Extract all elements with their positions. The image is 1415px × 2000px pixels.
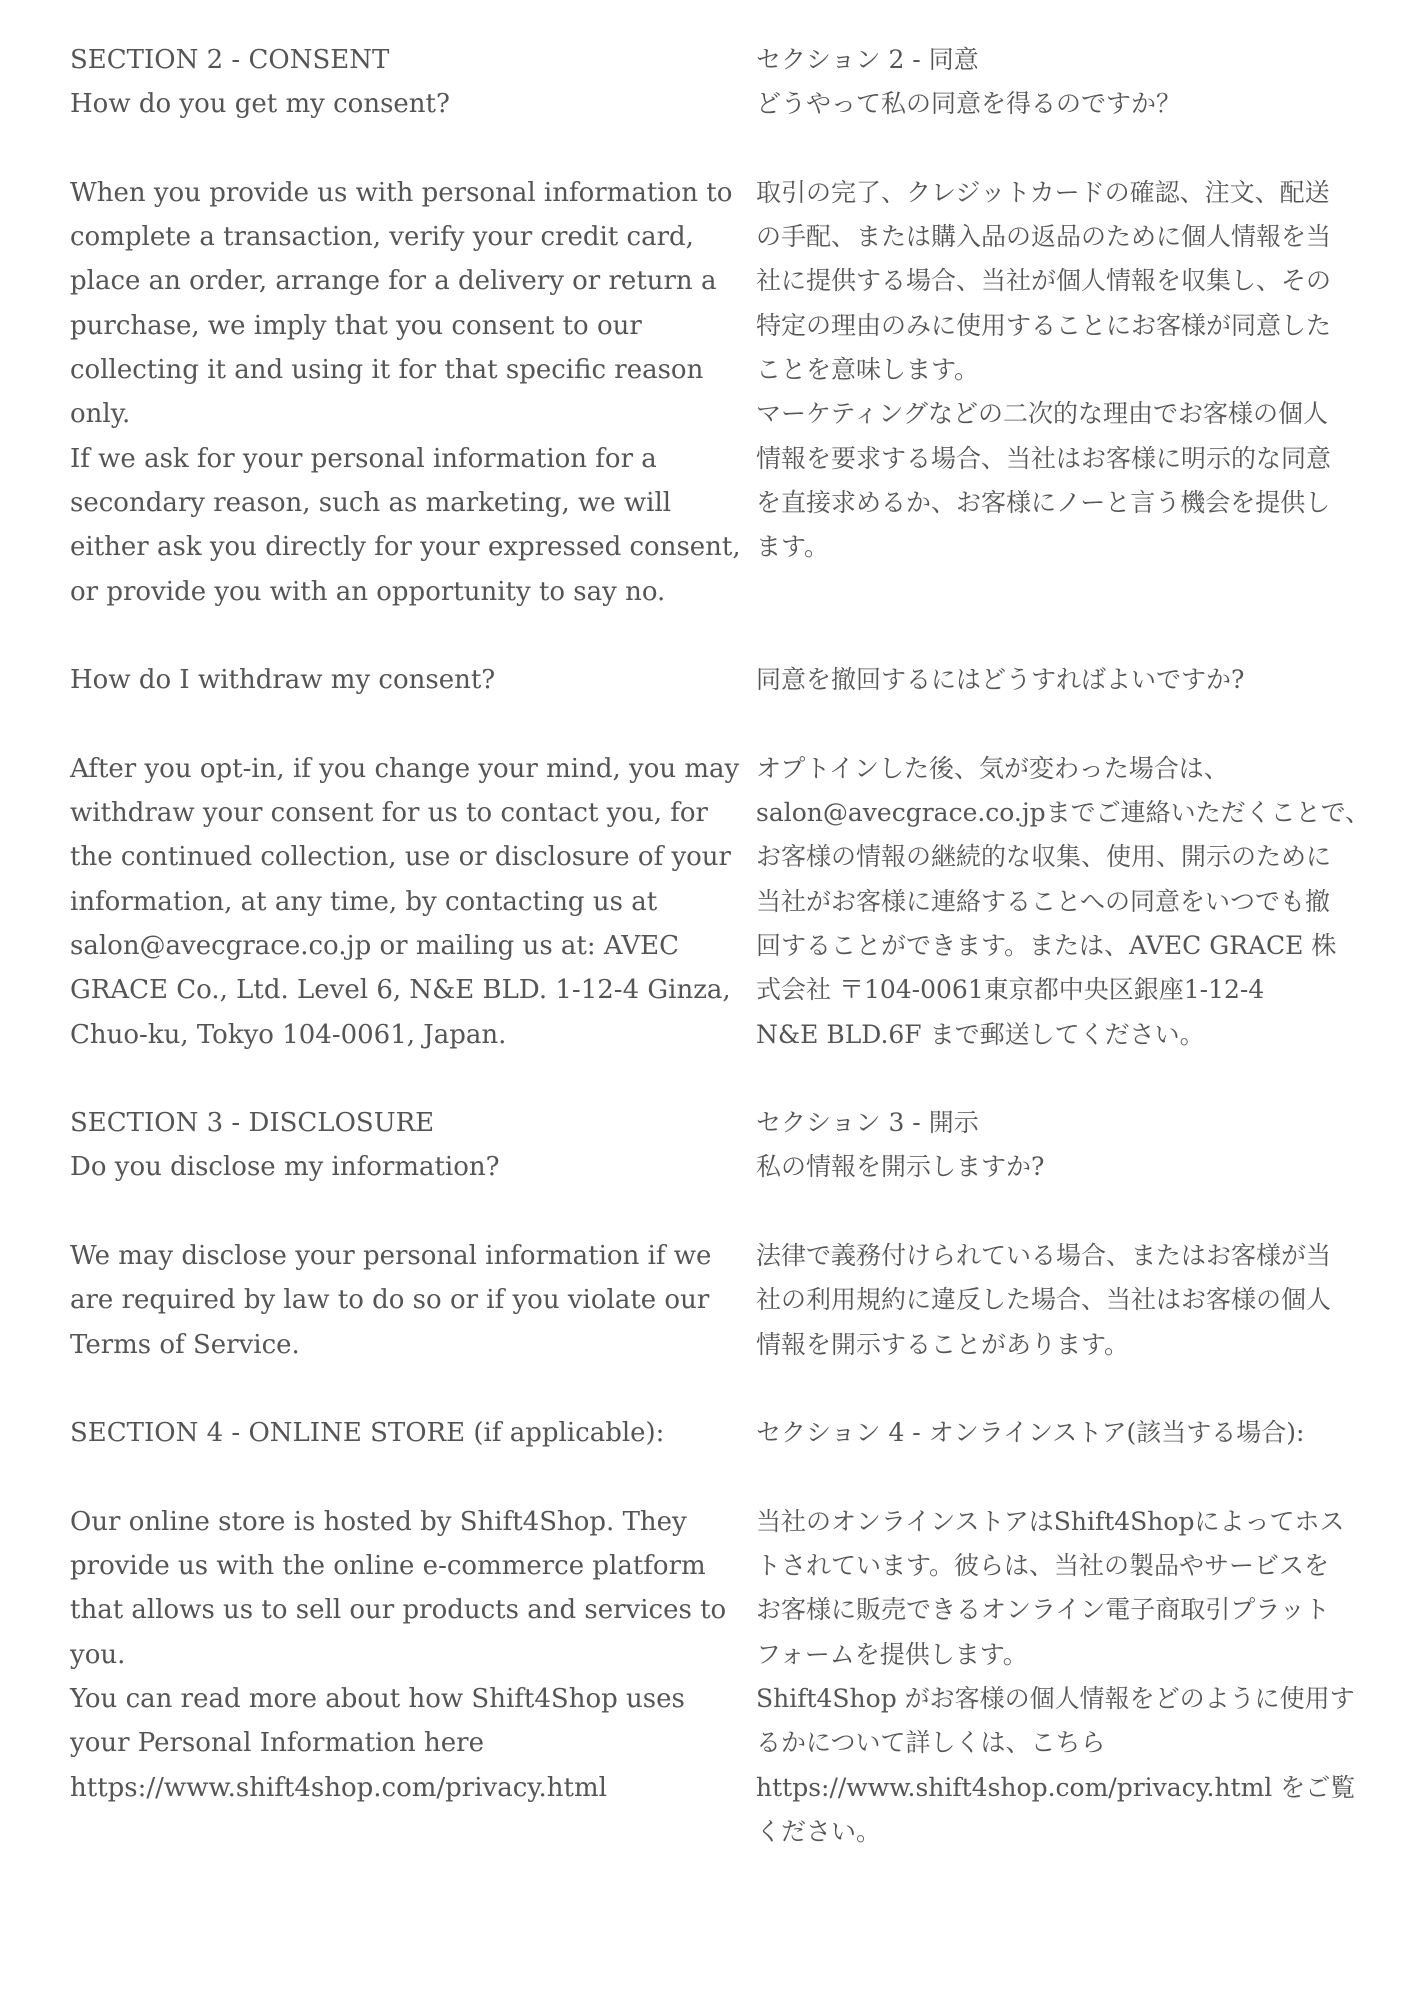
- spacer: [70, 1367, 710, 1411]
- paragraph-line: that allows us to sell our products and services to: [70, 1595, 727, 1626]
- paragraph-line: 取引の完了、クレジットカードの確認、注文、配送: [756, 177, 1330, 207]
- paragraph-line: place an order, arrange for a delivery or return a: [70, 266, 717, 297]
- withdraw-question-ja: 同意を撤回するにはどうすればよいですか?: [756, 665, 1245, 695]
- paragraph-line: の手配、または購入品の返品のために個人情報を当: [756, 222, 1332, 252]
- paragraph-line: お客様に販売できるオンライン電子商取引プラット: [756, 1595, 1330, 1625]
- paragraph-line: After you opt-in, if you change your mind, you may: [70, 753, 740, 784]
- paragraph-line: or provide you with an opportunity to say no.: [70, 576, 666, 607]
- paragraph-line: 回することができます。または、AVEC GRACE 株: [756, 930, 1337, 960]
- withdraw-paragraph: [70, 747, 740, 1057]
- privacy-url-ja: https://www.shift4shop.com/privacy.html をご覧: [756, 1772, 1356, 1802]
- paragraph-line: 情報を要求する場合、当社はお客様に明示的な同意: [756, 443, 1332, 473]
- paragraph-line: ことを意味します。: [756, 355, 980, 385]
- paragraph-line: Terms of Service.: [70, 1329, 300, 1360]
- paragraph-line: GRACE Co., Ltd. Level 6, N&E BLD. 1-12-4 Ginza,: [70, 975, 731, 1006]
- spacer: [70, 1456, 710, 1500]
- online-store-paragraph: [70, 1500, 727, 1677]
- consent-question-ja: どうやって私の同意を得るのですか？: [756, 89, 1182, 119]
- paragraph-line: When you provide us with personal information to: [70, 177, 733, 208]
- paragraph-line: 社に提供する場合、当社が個人情報を収集し、その: [756, 266, 1332, 296]
- spacer: [70, 702, 710, 746]
- spacer: [756, 614, 1390, 658]
- paragraph-line: 式会社 〒104-0061東京都中央区銀座1-12-4: [756, 975, 1265, 1005]
- spacer: [756, 1057, 1390, 1101]
- paragraph-line: 社の利用規約に違反した場合、当社はお客様の個人: [756, 1285, 1332, 1315]
- paragraph-line: We may disclose your personal information if we: [70, 1241, 712, 1272]
- spacer: [70, 1057, 710, 1101]
- paragraph-line: Chuo-ku, Tokyo 104-0061, Japan.: [70, 1019, 507, 1050]
- paragraph-line: collecting it and using it for that specific reason: [70, 355, 704, 386]
- paragraph-line: withdraw your consent for us to contact you, for: [70, 798, 708, 829]
- privacy-url: https://www.shift4shop.com/privacy.html: [70, 1772, 607, 1803]
- spacer: [756, 702, 1390, 746]
- section-2-heading-ja: セクション 2 - 同意: [756, 45, 979, 74]
- secondary-consent-paragraph-ja: [756, 392, 1390, 569]
- spacer: [70, 1190, 710, 1234]
- paragraph-line: るかについて詳しくは、こちら: [756, 1728, 1106, 1758]
- privacy-link-paragraph: [70, 1677, 710, 1810]
- disclosure-question-ja: 私の情報を開示しますか?: [756, 1152, 1045, 1182]
- paragraph-line: を直接求めるか、お客様にノーと言う機会を提供し: [756, 487, 1331, 517]
- spacer: [756, 127, 1390, 171]
- online-store-paragraph-ja: [756, 1500, 1390, 1677]
- paragraph-line: salon@avecgrace.co.jp or mailing us at: AVEC: [70, 930, 680, 961]
- paragraph-line: マーケティングなどの二次的な理由でお客様の個人: [756, 399, 1329, 429]
- paragraph-line: your Personal Information here: [70, 1728, 484, 1759]
- paragraph-line: N&E BLD.6F まで郵送してください。: [756, 1019, 1205, 1049]
- paragraph-line: お客様の情報の継続的な収集、使用、開示のために: [756, 842, 1332, 872]
- paragraph-line: ください。: [756, 1816, 882, 1846]
- paragraph-line: 当社のオンラインストアはShift4Shopによってホス: [756, 1506, 1345, 1536]
- section-2-heading: SECTION 2 - CONSENT: [70, 45, 390, 75]
- section-3-heading: SECTION 3 - DISCLOSURE: [70, 1108, 435, 1139]
- secondary-consent-paragraph: [70, 437, 741, 614]
- consent-paragraph-ja: [756, 171, 1390, 392]
- paragraph-line: 法律で義務付けられている場合、またはお客様が当: [756, 1241, 1332, 1271]
- withdraw-question: How do I withdraw my consent?: [70, 665, 496, 696]
- paragraph-line: You can read more about how Shift4Shop uses: [70, 1683, 685, 1714]
- japanese-column: [756, 38, 1390, 1854]
- paragraph-line: either ask you directly for your expressed consent,: [70, 532, 741, 563]
- withdraw-paragraph-ja: [756, 747, 1390, 1057]
- paragraph-line: salon@avecgrace.co.jpまでご連絡いただくことで、: [756, 798, 1371, 828]
- paragraph-line: トされています。彼らは、当社の製品やサービスを: [756, 1551, 1330, 1581]
- spacer: [756, 1456, 1390, 1500]
- paragraph-line: information, at any time, by contacting us at: [70, 886, 658, 917]
- spacer: [70, 614, 710, 658]
- consent-question: How do you get my consent?: [70, 89, 450, 120]
- paragraph-line: 情報を開示することがあります。: [756, 1329, 1130, 1359]
- spacer: [756, 1190, 1390, 1234]
- consent-paragraph: [70, 171, 733, 437]
- paragraph-line: secondary reason, such as marketing, we will: [70, 487, 672, 518]
- paragraph-line: ます。: [756, 532, 830, 562]
- spacer: [756, 570, 1390, 614]
- paragraph-line: are required by law to do so or if you violate our: [70, 1285, 710, 1316]
- paragraph-line: Shift4Shop がお客様の個人情報をどのように使用す: [756, 1683, 1355, 1713]
- paragraph-line: 特定の理由のみに使用することにお客様が同意した: [756, 310, 1332, 340]
- paragraph-line: the continued collection, use or disclosure of your: [70, 842, 731, 873]
- paragraph-line: complete a transaction, verify your credit card,: [70, 222, 694, 253]
- paragraph-line: Our online store is hosted by Shift4Shop. They: [70, 1506, 687, 1537]
- spacer: [756, 1367, 1390, 1411]
- paragraph-line: you.: [70, 1639, 126, 1670]
- english-column: [70, 38, 741, 1810]
- paragraph-line: only.: [70, 399, 131, 430]
- disclosure-question: Do you disclose my information?: [70, 1152, 500, 1183]
- paragraph-line: purchase, we imply that you consent to our: [70, 310, 642, 341]
- paragraph-line: 当社がお客様に連絡することへの同意をいつでも撤: [756, 886, 1331, 916]
- disclosure-paragraph-ja: [756, 1234, 1390, 1367]
- paragraph-line: provide us with the online e-commerce platform: [70, 1551, 706, 1582]
- paragraph-line: フォームを提供します。: [756, 1639, 1028, 1669]
- privacy-link-paragraph-ja: [756, 1677, 1390, 1854]
- section-3-heading-ja: セクション 3 - 開示: [756, 1108, 979, 1138]
- disclosure-paragraph: [70, 1234, 710, 1367]
- spacer: [70, 127, 710, 171]
- paragraph-line: If we ask for your personal information for a: [70, 443, 657, 474]
- section-4-heading: SECTION 4 - ONLINE STORE (if applicable):: [70, 1418, 665, 1449]
- section-4-heading-ja: セクション 4 - オンラインストア(該当する場合):: [756, 1418, 1305, 1448]
- paragraph-line: オプトインした後、気が変わった場合は、: [756, 753, 1229, 783]
